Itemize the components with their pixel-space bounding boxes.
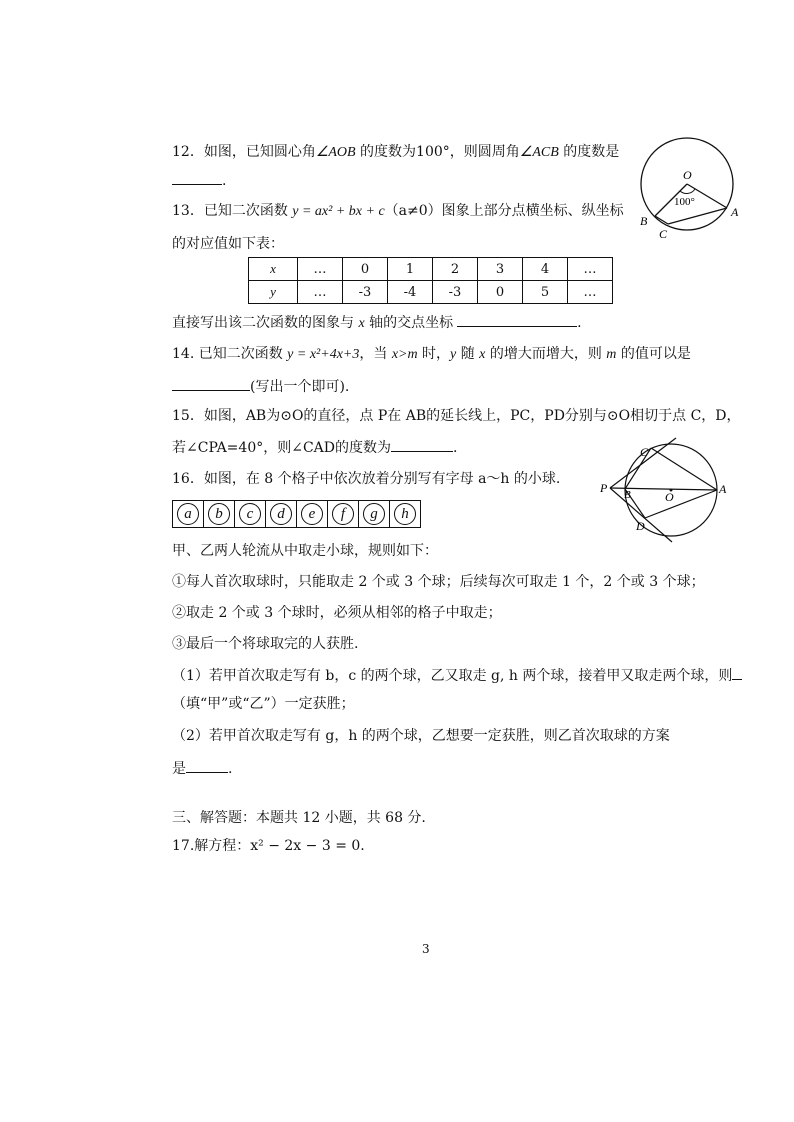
q12-end: . xyxy=(222,173,227,189)
q14-formula: y = x²+4x+3 xyxy=(287,347,360,362)
q14-line2-text: (写出一个即可). xyxy=(250,379,350,395)
ball-h: h xyxy=(394,503,416,525)
q13-ask-a: 直接写出该二次函数的图象与 xyxy=(172,315,359,331)
grid-cell xyxy=(328,501,359,527)
ball-g: g xyxy=(363,503,385,525)
table-row xyxy=(249,281,613,304)
q16-sub1-answer-blank[interactable] xyxy=(732,665,742,680)
q12-text-c: 的度数是 xyxy=(558,144,620,160)
table-cell: … xyxy=(298,281,343,304)
q16-rule-1: ①每人首次取球时，只能取走 2 个或 3 个球；后续每次可取走 1 个，2 个或 3 个球； xyxy=(172,574,705,590)
q16-rule-2: ②取走 2 个或 3 个球时，必须从相邻的格子中取走； xyxy=(172,605,502,621)
ball-f: f xyxy=(332,503,354,525)
q14-text-e: 的增大而增大，则 xyxy=(485,346,607,362)
q16-sub2-answer-blank[interactable] xyxy=(186,758,228,773)
q12-fig-label-a: A xyxy=(731,205,739,219)
table-cell: … xyxy=(298,258,343,281)
q14-text-b: ，当 xyxy=(359,346,392,362)
table-row xyxy=(249,258,613,281)
table-cell: -4 xyxy=(388,281,433,304)
q12-line xyxy=(172,142,619,163)
q15-fig-label-o: O xyxy=(665,490,674,504)
q15-fig-label-c: C xyxy=(640,445,649,459)
q15-fig-label-b: B xyxy=(624,489,631,501)
ball-b: b xyxy=(208,503,230,525)
table-cell: 3 xyxy=(478,258,523,281)
grid-cell xyxy=(235,501,266,527)
q14-line2 xyxy=(172,376,349,397)
grid-cell xyxy=(266,501,297,527)
q14-text-f: 的值可以是 xyxy=(616,346,691,362)
q14-line1 xyxy=(172,344,691,365)
table-cell: 1 xyxy=(388,258,433,281)
table-cell: 0 xyxy=(478,281,523,304)
q15-fig-label-p: P xyxy=(600,481,608,495)
q16-sub2-line1: （2）若甲首次取走写有 g，h 的两个球，乙想要一定获胜，则乙首次取球的方案 xyxy=(172,728,670,744)
q13-end: . xyxy=(577,315,582,331)
table-cell: 4 xyxy=(523,258,568,281)
table-cell: 5 xyxy=(523,281,568,304)
table-cell: … xyxy=(568,258,613,281)
q14-text-a: 14. 已知二次函数 xyxy=(172,346,288,362)
q15-text: 若∠CPA=40°，则∠CAD的度数为 xyxy=(172,440,392,456)
grid-cell xyxy=(297,501,328,527)
q12-angle-aob: ∠AOB xyxy=(315,145,356,160)
q16-sub2-line2 xyxy=(172,758,232,779)
table-cell: -3 xyxy=(433,281,478,304)
ball-d: d xyxy=(270,503,292,525)
q15-line2 xyxy=(172,437,457,458)
q14-x: x xyxy=(479,347,486,362)
grid-cell xyxy=(173,501,204,527)
q12-text-b: 的度数为100°，则圆周角 xyxy=(355,144,520,160)
q15-end: . xyxy=(453,440,458,456)
q16-sub2-prefix: 是 xyxy=(172,761,186,777)
q13-answer-blank[interactable] xyxy=(457,312,577,327)
ball-e: e xyxy=(301,503,323,525)
table-header-y: y xyxy=(249,281,298,304)
q12-fig-angle: 100° xyxy=(674,196,695,208)
q15-tangent-figure xyxy=(596,436,736,546)
q16-sub1-line2: （填“甲”或“乙”）一定获胜； xyxy=(172,696,355,712)
q17-line: 17.解方程：x² − 2x − 3 = 0. xyxy=(172,838,365,854)
q12-answer-blank[interactable] xyxy=(172,170,222,185)
q13-ask-line xyxy=(172,312,582,334)
q15-fig-label-a: A xyxy=(719,482,727,496)
q16-rule-3: ③最后一个将球取完的人获胜. xyxy=(172,636,359,652)
q13-formula: y = ax² + bx + c xyxy=(292,204,385,219)
ball-a: a xyxy=(177,503,199,525)
q13-text-b: （a≠0）图象上部分点横坐标、纵坐标 xyxy=(384,203,624,219)
q13-ask-b: 轴的交点坐标 xyxy=(364,315,454,331)
q16-sub1-line1 xyxy=(172,665,742,686)
table-cell: … xyxy=(568,281,613,304)
q14-m: m xyxy=(606,347,617,362)
q16-sub2-end: . xyxy=(228,761,233,777)
q14-text-c: 时， xyxy=(417,346,451,362)
q12-text-a: 12．如图，已知圆心角 xyxy=(172,144,316,160)
table-cell: 0 xyxy=(343,258,388,281)
table-cell: -3 xyxy=(343,281,388,304)
q13-line1 xyxy=(172,201,624,222)
q12-circle-figure xyxy=(628,132,748,242)
q16-line1: 16．如图，在 8 个格子中依次放着分别写有字母 a～h 的小球. xyxy=(172,471,561,487)
q12-fig-label-c: C xyxy=(659,227,668,241)
q12-fig-label-b: B xyxy=(640,214,648,228)
section3-heading: 三、解答题：本题共 12 小题，共 68 分. xyxy=(172,810,426,826)
q12-angle-acb: ∠ACB xyxy=(519,145,559,160)
q15-line1: 15．如图，AB为⊙O的直径，点 P在 AB的延长线上，PC，PD分别与⊙O相切于点 C，D， xyxy=(172,408,741,424)
grid-cell xyxy=(359,501,390,527)
q13-ask-x: x xyxy=(358,316,365,331)
q16-rule-intro: 甲、乙两人轮流从中取走小球，规则如下： xyxy=(172,543,438,559)
ball-grid xyxy=(172,500,421,528)
q13-text-a: 13．已知二次函数 xyxy=(172,203,293,219)
q13-value-table xyxy=(248,257,613,304)
q15-answer-blank[interactable] xyxy=(391,437,453,452)
q15-fig-label-d: D xyxy=(636,519,645,533)
q12-fig-label-o: O xyxy=(683,168,692,182)
grid-cell xyxy=(390,501,420,527)
ball-c: c xyxy=(239,503,261,525)
q14-text-d: 随 xyxy=(456,346,480,362)
q16-sub1-text: （1）若甲首次取走写有 b，c 的两个球，乙又取走 g, h 两个球，接着甲又取走两个球，则 xyxy=(172,668,733,684)
q14-answer-blank[interactable] xyxy=(172,376,250,391)
q14-cond: x>m xyxy=(391,347,418,362)
grid-cell xyxy=(204,501,235,527)
page-number: 3 xyxy=(422,942,430,956)
q14-y: y xyxy=(450,347,457,362)
q13-line2: 的对应值如下表： xyxy=(172,236,284,252)
q12-answer-line xyxy=(172,170,226,191)
table-header-x: x xyxy=(249,258,298,281)
table-cell: 2 xyxy=(433,258,478,281)
